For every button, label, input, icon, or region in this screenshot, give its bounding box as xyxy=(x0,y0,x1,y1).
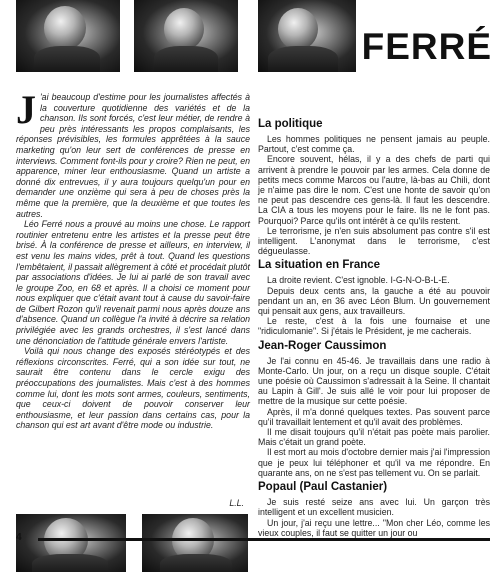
page-number: 4 xyxy=(16,532,22,543)
interview-column xyxy=(258,118,490,538)
photo-ferre-5 xyxy=(142,514,248,572)
section-paragraph: La droite revient. C'est ignoble. I-G-N-O-B-L-E. xyxy=(267,275,450,286)
intro-paragraph-3: Voilà qui nous change des exposés stéréotypés et des réflexions circonscrites. Ferré, qui a son idée sur tout, ne saurait être contenu dans le cercle exigu des préoccupations des journalistes. Mais c'est à des hommes comme lui, dont les mots sont armes, couleurs, sentiments, que ceux-ci doivent de pouvoir conserver leur enthousiasme, et leur passion dans certains cas, pour la chanson qui est art avant d'être mode ou industrie. xyxy=(16,346,250,431)
section-paragraph: Encore souvent, hélas, il y a des chefs de parti qui arrivent à prendre le pouvoir par les armes. Cela donne de petits mecs comme Marcos ou l'autre, là-bas au Chili, dont je n'aime pas dire le nom. C'est une honte de savoir qu'on ne peut pas descendre ces gens-là. Il faut les descendre. La CIA a tous les moyens pour le faire. Ils ne le font pas. Pourquoi? Parce qu'ils ont intérêt à ce qu'ils restent. xyxy=(258,154,490,226)
photo-ferre-3 xyxy=(258,0,356,72)
section-paragraph: Depuis deux cents ans, la gauche a été au pouvoir pendant un an, en 36 avec Léon Blum. Un gouvernement qui pensait aux gens, aux travailleurs. xyxy=(258,285,490,317)
section-paragraph: Il est mort au mois d'octobre dernier mais j'ai l'impression que je peux lui téléphoner et qu'il va me répondre. En quarante ans, on ne s'est pas tellement vu. On se parlait. xyxy=(258,447,490,478)
section-paragraph: Je suis resté seize ans avec lui. Un garçon très intelligent et un excellent musicien. xyxy=(258,497,490,518)
intro-column xyxy=(16,87,250,431)
section-paragraph: Je l'ai connu en 45-46. Je travaillais dans une radio à Monte-Carlo. Un jour, on a reçu un disque souple. C'était une poésie où Caussimon s'adressait à la Seine. Il chantait au Lapin à Gill'. Je suis allé le voir pour lui proposer de mettre de la musique sur cette poésie. xyxy=(258,355,490,407)
page-title: FERRÉ xyxy=(361,26,492,67)
photo-ferre-4 xyxy=(16,514,126,572)
section-paragraph: Les hommes politiques ne pensent jamais au peuple. Partout, c'est comme ça. xyxy=(258,134,490,155)
intro-paragraph-1: J 'ai beaucoup d'estime pour les journalistes affectés à la couverture quotidienne des variétés et de la chanson. Ils sont forcés, c'est leur métier, de rendre à peu près intéressants les propos complaisants, les réponses prévisibles, les formules apprêtées à la sauce marketing qu'on leur sert de conférences de presse en interviews. Comment font-ils pour y croire? Rien ne peut, en apparence, miner leur enthousiasme. Quand un artiste a donné dix entrevues, il y aura toujours quelqu'un pour en demander une onzième qui sera à peu de choses près la même que la première, que la deuxième et que toutes les autres. xyxy=(16,87,250,219)
footer-rule xyxy=(38,538,490,541)
section-paragraph: Le reste, c'est à la fois une fournaise et une "ridiculomanie". Si j'étais le Président, je me cacherais. xyxy=(258,316,490,337)
section-heading-situation-france: La situation en France xyxy=(258,259,381,272)
section-paragraph: Il me disait toujours qu'il n'était pas poète mais parolier. Mais c'était un grand poète. xyxy=(258,427,490,448)
section-heading-popaul: Popaul (Paul Castanier) xyxy=(258,481,388,494)
section-paragraph: Le terrorisme, je n'en suis absolument pas contre s'il est intelligent. L'anonymat dans le terrorisme, c'est dégueulasse. xyxy=(258,225,490,257)
author-signature: L.L. xyxy=(229,498,244,508)
section-paragraph: Un jour, j'ai reçu une lettre... "Mon cher Léo, comme les vieux couples, il faut se quitter un jour ou xyxy=(258,517,490,538)
photo-ferre-1 xyxy=(16,0,120,72)
section-paragraph: Après, il m'a donné quelques textes. Pas souvent parce qu'il travaillait lentement et qu'il avait des problèmes. xyxy=(258,406,490,427)
drop-cap: J xyxy=(16,87,36,132)
photo-ferre-2 xyxy=(134,0,238,72)
intro-paragraph-2: Léo Ferré nous a prouvé au moins une chose. Le rapport routinier entretenu entre les artistes et la presse peut être brisé. À la conférence de presse et ailleurs, en interview, il est venu les mains vides, prêt à tout. Quand les questions l'embêtaient, il passait allègrement à côté et procédait plutôt par associations d'idées. Je lui ai parlé de son travail avec le groupe Zoo, en 68 et après. Il a choisi ce moment pour nous expliquer que c'était avant tout à cause du savoir-faire de Gilbert Rozon qu'il revenait parmi nous après douze ans d'absence. Quand un collègue l'a invité à décrire sa relation privilégiée avec les grands orchestres, il s'est lancé dans une dénonciation de l'attitude générale envers l'artiste. xyxy=(16,219,250,346)
section-heading-caussimon: Jean-Roger Caussimon xyxy=(258,339,387,352)
section-heading-politique: La politique xyxy=(258,118,323,130)
